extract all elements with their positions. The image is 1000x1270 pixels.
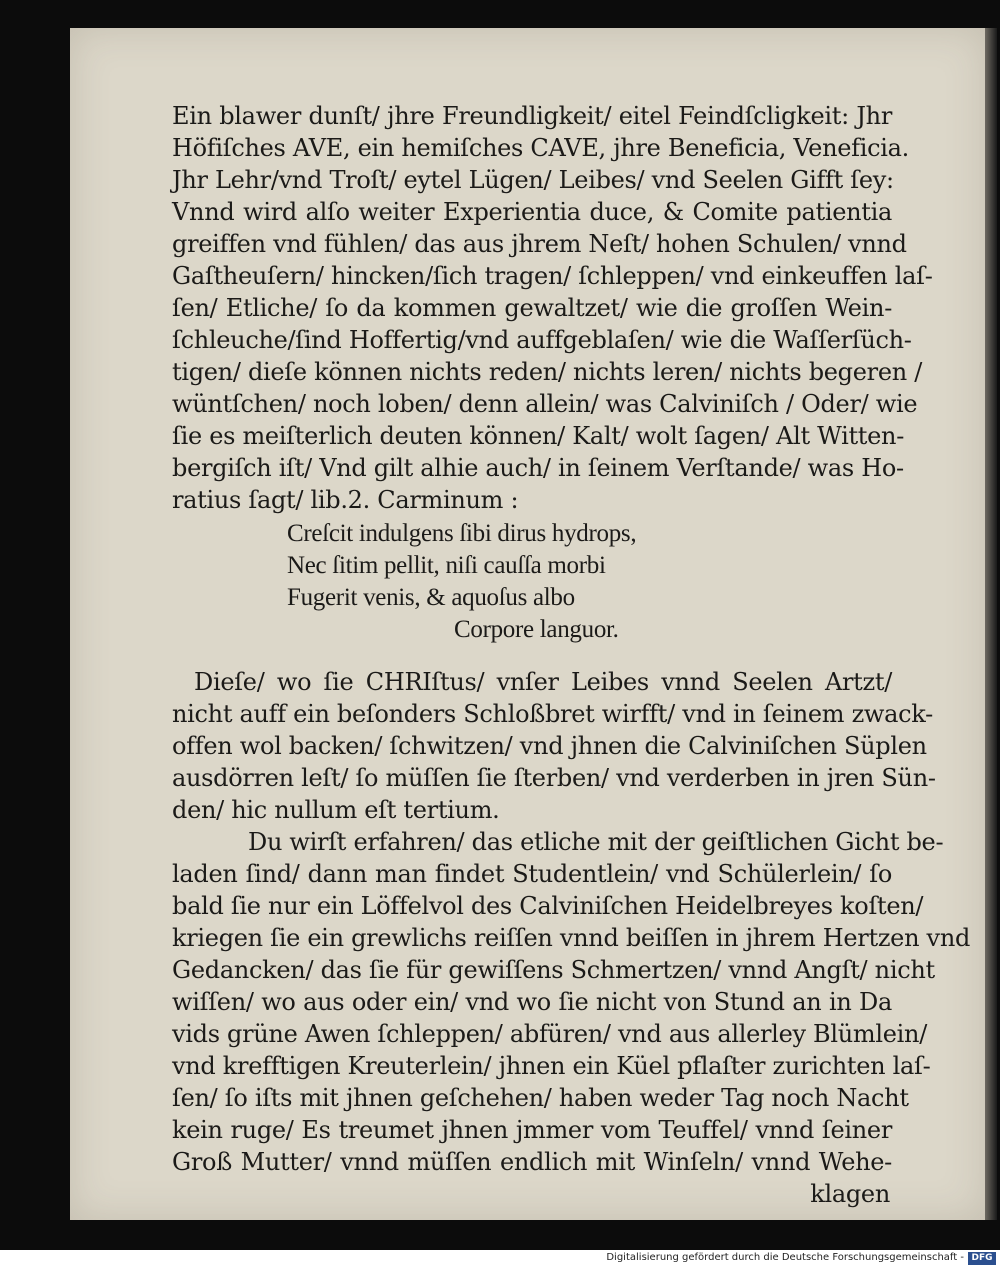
text-line: kein ruge/ Es treumet jhnen jmmer vom Teuffel/ vnnd ſeiner [172,1116,892,1144]
text-line: den/ hic nullum eſt tertium. [172,796,500,824]
text-line: wiſſen/ wo aus oder ein/ vnd wo ſie nicht von Stund an in Da [172,988,892,1016]
text-line: nicht auff ein beſonders Schloßbret wirfft/ vnd in ſeinem zwack- [172,700,933,728]
text-line: ſie es meiſterlich deuten können/ Kalt/ wolt ſagen/ Alt Witten- [172,422,905,450]
text-line: kriegen ſie ein grewlichs reiſſen vnnd beiſſen in jhrem Hertzen vnd [172,924,971,952]
paragraph-3 [172,826,971,1178]
verse-line: Corpore languor. [454,616,619,643]
text-line: Gedancken/ das ſie für gewiſſens Schmertzen/ vnnd Angſt/ nicht [172,956,935,984]
text-line: Jhr Lehr/vnd Troſt/ eytel Lügen/ Leibes/ vnd Seelen Gifft ſey: [172,166,894,194]
paragraph-1 [172,100,933,516]
text-line: ſen/ ſo iſts mit jhnen geſchehen/ haben weder Tag noch Nacht [172,1084,909,1112]
catchword: klagen [810,1180,890,1208]
verse-line: Fugerit venis, & aquoſus albo [287,584,575,611]
text-line: Du wirſt erfahren/ das etliche mit der geiſtlichen Gicht be- [248,828,944,856]
dfg-logo-icon[interactable]: DFG [968,1252,996,1265]
text-line: vnd krefftigen Kreuterlein/ jhnen ein Küel pflaſter zurichten laſ- [172,1052,931,1080]
verse-line: Nec ſitim pellit, niſi cauſſa morbi [287,552,606,579]
text-line: Höfiſches AVE, ein hemiſches CAVE, jhre Beneficia, Veneficia. [172,134,909,162]
text-line: offen wol backen/ ſchwitzen/ vnd jhnen die Calviniſchen Süplen [172,732,927,760]
funding-credit: Digitalisierung gefördert durch die Deutsche Forschungsgemeinschaft - [606,1252,964,1263]
footer-bar [0,1250,1000,1270]
text-line: Vnnd wird alſo weiter Experientia duce, & Comite patientia [172,198,892,226]
text-line: Dieſe/ wo ſie CHRIſtus/ vnſer Leibes vnnd Seelen Artzt/ [194,668,892,696]
text-line: Ein blawer dunſt/ jhre Freundligkeit/ eitel Feindſcligkeit: Jhr [172,102,892,130]
text-line: ausdörren leſt/ ſo müſſen ſie ſterben/ vnd verderben in jren Sün- [172,764,936,792]
text-line: tigen/ dieſe können nichts reden/ nichts leren/ nichts begeren / [172,358,922,386]
page-text [172,100,971,1210]
text-line: vids grüne Awen ſchleppen/ abfüren/ vnd aus allerley Blümlein/ [172,1020,927,1048]
text-line: laden ſind/ dann man findet Studentlein/ vnd Schülerlein/ ſo [172,860,892,888]
text-line: bergiſch iſt/ Vnd gilt alhie auch/ in ſeinem Verſtande/ was Ho- [172,454,904,482]
text-line: ſchleuche/ſind Hoffertig/vnd auffgeblaſen/ wie die Waſſerſüch- [172,326,912,354]
text-line: ſen/ Etliche/ ſo da kommen gewaltzet/ wie die groſſen Wein- [172,294,892,322]
text-line: wüntſchen/ noch loben/ denn allein/ was Calviniſch / Oder/ wie [172,390,918,418]
text-line: Groß Mutter/ vnnd müſſen endlich mit Winſeln/ vnnd Wehe- [172,1148,892,1176]
paragraph-2 [172,666,936,826]
text-line: Gaſtheuſern/ hincken/ſich tragen/ ſchleppen/ vnd einkeuffen laſ- [172,262,933,290]
text-line: greiffen vnd fühlen/ das aus jhrem Neſt/ hohen Schulen/ vnnd [172,230,907,258]
verse-line: Creſcit indulgens ſibi dirus hydrops, [287,520,637,547]
text-line: ratius ſagt/ lib.2. Carminum : [172,486,519,514]
latin-verse [172,518,892,646]
page-edge [985,28,997,1220]
text-line: bald ſie nur ein Löffelvol des Calviniſchen Heidelbreyes koſten/ [172,892,924,920]
